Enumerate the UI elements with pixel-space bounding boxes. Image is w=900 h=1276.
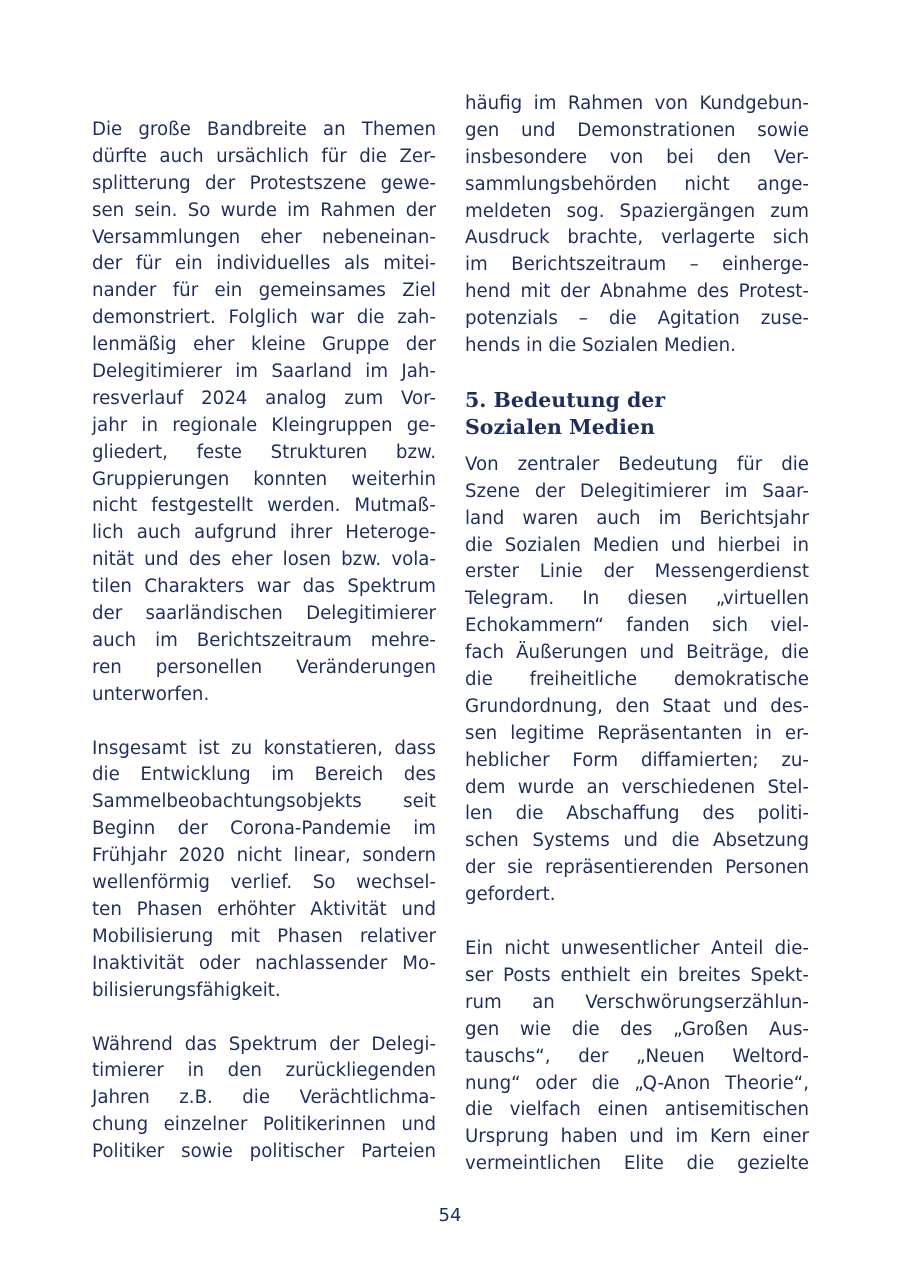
- text-line: len die Abschaffung des politi-: [465, 803, 809, 825]
- text-line: Gruppierungen konnten weiterhin: [92, 468, 436, 490]
- text-line: Die große Bandbreite an Themen: [92, 119, 436, 140]
- text-line: schen Systems und die Absetzung: [465, 830, 809, 852]
- text-line: die Entwicklung im Bereich des: [92, 764, 436, 786]
- text-line: ser Posts enthielt ein breites Spekt-: [465, 964, 809, 986]
- text-line: splitterung der Protestszene gewe-: [92, 172, 436, 194]
- text-line: timierer in den zurückliegenden: [92, 1060, 436, 1082]
- text-line: hend mit der Abnahme des Protest-: [465, 281, 809, 303]
- text-line: gliedert, feste Strukturen bzw.: [92, 441, 436, 463]
- text-line: dem wurde an verschiedenen Stel-: [465, 776, 809, 798]
- text-line: erster Linie der Messengerdienst: [465, 561, 809, 583]
- text-line: Von zentraler Bedeutung für die: [465, 453, 809, 475]
- paragraph: [465, 936, 809, 1178]
- text-line: wellenförmig verlief. So wechsel-: [92, 872, 436, 894]
- text-line: potenzials – die Agitation zuse-: [465, 308, 809, 330]
- paragraph: [92, 117, 436, 709]
- text-line: ren personellen Veränderungen: [92, 656, 436, 678]
- text-line: insbesondere von bei den Ver-: [465, 146, 809, 168]
- text-line: nität und des eher losen bzw. vola-: [92, 549, 436, 571]
- text-line: auch im Berichtszeitraum mehre-: [92, 629, 436, 651]
- text-line: tilen Charakters war das Spektrum: [92, 576, 436, 598]
- section-heading: [465, 387, 809, 442]
- text-line: chung einzelner Politikerinnen und: [92, 1114, 436, 1136]
- text-line: gefordert.: [465, 884, 556, 906]
- text-line: häufig im Rahmen von Kundgebun-: [465, 93, 809, 114]
- text-line: fach Äußerungen und Beiträge, die: [465, 642, 809, 664]
- text-line: gen und Demonstrationen sowie: [465, 119, 809, 141]
- text-line: demonstriert. Folglich war die zah-: [92, 307, 436, 329]
- page-number: 54: [438, 1205, 462, 1226]
- paragraph: [465, 452, 809, 909]
- text-line: gen wie die des „Großen Aus-: [465, 1018, 809, 1040]
- right-column: [465, 91, 809, 1178]
- text-line: bilisierungsfähigkeit.: [92, 979, 281, 1001]
- text-line: lenmäßig eher kleine Gruppe der: [92, 334, 436, 356]
- text-line: Frühjahr 2020 nicht linear, sondern: [92, 845, 436, 867]
- text-line: Inaktivität oder nachlassender Mo-: [92, 952, 436, 974]
- text-line: dürfte auch ursächlich für die Zer-: [92, 145, 436, 167]
- text-line: Sammelbeobachtungsobjekts seit: [92, 791, 436, 813]
- text-line: sen legitime Repräsentanten in er-: [465, 722, 809, 744]
- text-line: Mobilisierung mit Phasen relativer: [92, 925, 436, 947]
- text-line: sen sein. So wurde im Rahmen der: [92, 199, 436, 221]
- text-line: Jahren z.B. die Verächtlichma-: [92, 1087, 436, 1109]
- text-line: nung“ oder die „Q-Anon Theorie“,: [465, 1072, 809, 1094]
- text-line: Versammlungen eher nebeneinan-: [92, 226, 436, 248]
- text-line: Grundordnung, den Staat und des-: [465, 695, 809, 717]
- text-line: nander für ein gemeinsames Ziel: [92, 280, 436, 302]
- text-line: der sie repräsentierenden Personen: [465, 857, 809, 879]
- text-line: Telegram. In diesen „virtuellen: [465, 588, 809, 610]
- text-line: Echokammern“ fanden sich viel-: [465, 615, 809, 637]
- text-line: Politiker sowie politischer Parteien: [92, 1141, 436, 1163]
- text-line: meldeten sog. Spaziergängen zum: [465, 200, 809, 222]
- text-line: unterworfen.: [92, 683, 210, 705]
- text-line: Ausdruck brachte, verlagerte sich: [465, 227, 809, 249]
- text-line: jahr in regionale Kleingruppen ge-: [92, 414, 436, 436]
- text-line: der für ein individuelles als mitei-: [92, 253, 436, 275]
- text-line: rum an Verschwörungserzählun-: [465, 991, 809, 1013]
- text-line: die Sozialen Medien und hierbei in: [465, 534, 809, 556]
- text-line: ten Phasen erhöhter Aktivität und: [92, 898, 436, 920]
- paragraph: [92, 1032, 436, 1166]
- text-line: Delegitimierer im Saarland im Jah-: [92, 361, 436, 383]
- text-line: vermeintlichen Elite die gezielte: [465, 1153, 809, 1175]
- text-line: lich auch aufgrund ihrer Heteroge-: [92, 522, 436, 544]
- text-line: nicht festgestellt werden. Mutmaß-: [92, 495, 436, 517]
- text-line: hends in die Sozialen Medien.: [465, 335, 736, 357]
- text-line: Beginn der Corona-Pandemie im: [92, 818, 436, 840]
- text-line: die freiheitliche demokratische: [465, 669, 809, 691]
- text-line: sammlungsbehörden nicht ange-: [465, 173, 809, 195]
- text-line: resverlauf 2024 analog zum Vor-: [92, 387, 436, 409]
- text-line: Ein nicht unwesentlicher Anteil die-: [465, 938, 809, 960]
- text-line: der saarländischen Delegitimierer: [92, 603, 436, 625]
- paragraph: [465, 91, 809, 360]
- heading-line: 5. Bedeutung der: [465, 387, 666, 412]
- text-line: Ursprung haben und im Kern einer: [465, 1126, 809, 1148]
- text-line: heblicher Form diffamierten; zu-: [465, 749, 809, 771]
- text-line: tauschs“, der „Neuen Weltord-: [465, 1045, 809, 1067]
- left-column: [92, 117, 436, 1166]
- text-line: Während das Spektrum der Delegi-: [92, 1033, 436, 1055]
- heading-line: Sozialen Medien: [465, 415, 655, 440]
- text-line: die vielfach einen antisemitischen: [465, 1099, 809, 1121]
- text-line: land waren auch im Berichtsjahr: [465, 507, 809, 529]
- text-line: im Berichtszeitraum – einherge-: [465, 254, 809, 276]
- text-line: Insgesamt ist zu konstatieren, dass: [92, 737, 436, 759]
- text-line: Szene der Delegitimierer im Saar-: [465, 480, 809, 502]
- paragraph: [92, 736, 436, 1005]
